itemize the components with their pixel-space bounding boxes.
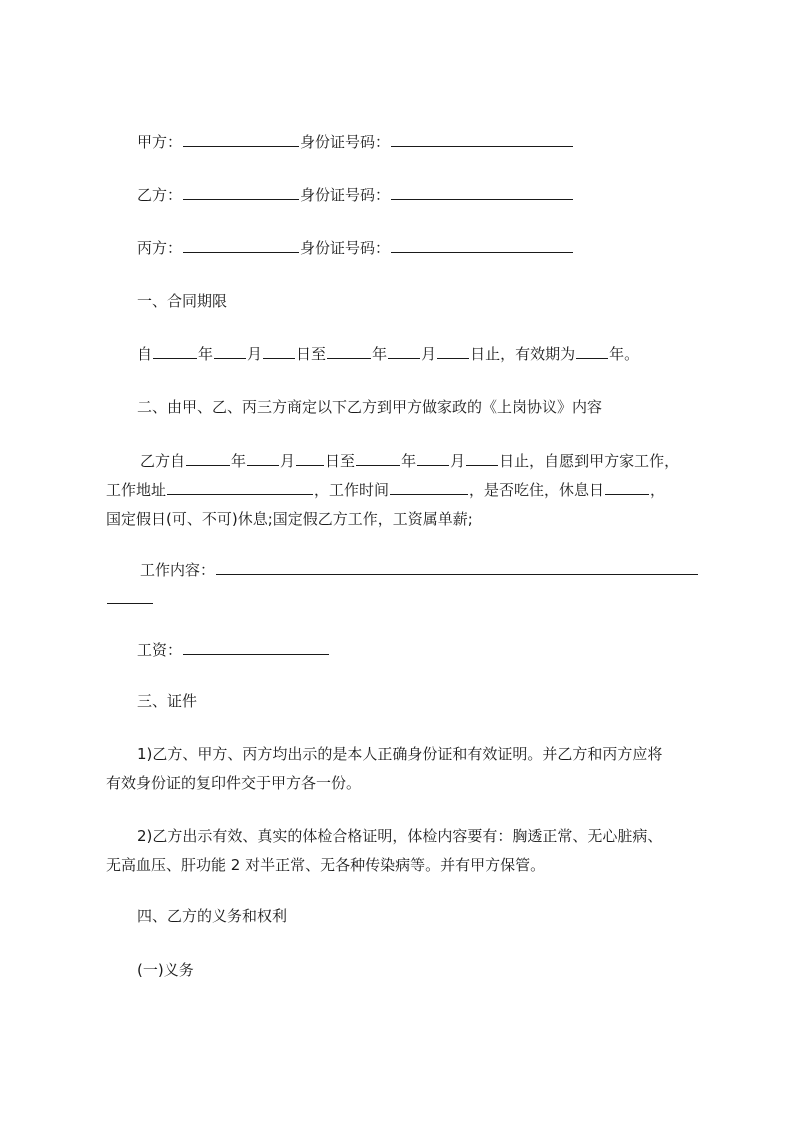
party-yi-id-blank[interactable]: [391, 185, 573, 200]
work-content-blank[interactable]: [216, 560, 698, 575]
party-bing-name-blank[interactable]: [183, 238, 299, 253]
party-yi-id-label: 身份证号码：: [300, 186, 391, 204]
party-yi-name-blank[interactable]: [183, 185, 299, 200]
work-month1-blank[interactable]: [247, 451, 279, 466]
work-content-label: 工作内容：: [140, 561, 216, 579]
work-address-label: 工作地址: [106, 481, 167, 499]
party-jia-id-label: 身份证号码：: [300, 133, 391, 151]
party-line-yi: [137, 185, 574, 205]
party-line-bing: [137, 238, 574, 258]
rest-day-comma: ，: [650, 481, 666, 499]
term-duration-blank[interactable]: [576, 344, 608, 359]
term-day1-blank[interactable]: [263, 344, 295, 359]
contract-term-line: [137, 344, 639, 364]
work-year1-text: 年: [231, 452, 247, 470]
term-year1-blank[interactable]: [153, 344, 197, 359]
party-line-jia: [137, 132, 574, 152]
work-from-text: 乙方自: [140, 452, 186, 470]
work-content-line: [140, 560, 699, 580]
term-yearend-text: 年。: [609, 345, 640, 363]
term-dayto-text: 日至: [296, 345, 327, 363]
term-year2-text: 年: [372, 345, 388, 363]
salary-line: [137, 640, 330, 660]
cert-item2-line1: 2)乙方出示有效、真实的体检合格证明，体检内容要有：胸透正常、无心脏病、: [137, 827, 663, 845]
work-month2-blank[interactable]: [417, 451, 449, 466]
cert-item1-line1: 1)乙方、甲方、丙方均出示的是本人正确身份证和有效证明。并乙方和丙方应将: [137, 745, 663, 763]
term-month2-text: 月: [421, 345, 437, 363]
party-jia-id-blank[interactable]: [391, 132, 573, 147]
party-jia-label: 甲方：: [137, 133, 183, 151]
salary-blank[interactable]: [183, 640, 329, 655]
work-month2-text: 月: [450, 452, 466, 470]
term-year2-blank[interactable]: [327, 344, 371, 359]
work-hours-label: ，工作时间: [314, 481, 390, 499]
section2-heading: 二、由甲、乙、丙三方商定以下乙方到甲方做家政的《上岗协议》内容: [137, 398, 603, 416]
cert-item1-line2: 有效身份证的复印件交于甲方各一份。: [106, 774, 362, 792]
work-year2-text: 年: [401, 452, 417, 470]
cert-item2-line2: 无高血压、肝功能 2 对半正常、无各种传染病等。并有甲方保管。: [106, 856, 546, 874]
term-day2-blank[interactable]: [437, 344, 469, 359]
work-content-continuation: [106, 589, 154, 609]
work-dayend-text: 日止，自愿到甲方家工作，: [499, 452, 680, 470]
section4-sub1-heading: (一)义务: [137, 961, 194, 979]
work-dayto-text: 日至: [325, 452, 356, 470]
party-yi-label: 乙方：: [137, 186, 183, 204]
term-year1-text: 年: [198, 345, 214, 363]
party-jia-name-blank[interactable]: [183, 132, 299, 147]
rest-day-blank[interactable]: [605, 480, 649, 495]
party-bing-id-blank[interactable]: [391, 238, 573, 253]
holiday-line: 国定假日(可、不可)休息;国定假乙方工作，工资属单薪;: [106, 510, 473, 528]
term-month1-text: 月: [247, 345, 263, 363]
work-year2-blank[interactable]: [356, 451, 400, 466]
section4-heading: 四、乙方的义务和权利: [137, 907, 288, 925]
rest-day-label: ，是否吃住，休息日: [469, 481, 605, 499]
term-from-text: 自: [137, 345, 153, 363]
work-month1-text: 月: [280, 452, 296, 470]
term-dayend-text: 日止，有效期为: [470, 345, 576, 363]
work-day2-blank[interactable]: [466, 451, 498, 466]
work-details-line: [106, 480, 665, 500]
term-month1-blank[interactable]: [214, 344, 246, 359]
party-bing-label: 丙方：: [137, 239, 183, 257]
salary-label: 工资：: [137, 641, 183, 659]
term-month2-blank[interactable]: [388, 344, 420, 359]
section1-heading: 一、合同期限: [137, 292, 228, 310]
work-hours-blank[interactable]: [390, 480, 468, 495]
work-day1-blank[interactable]: [296, 451, 324, 466]
section3-heading: 三、证件: [137, 692, 198, 710]
party-bing-id-label: 身份证号码：: [300, 239, 391, 257]
work-content-blank-cont[interactable]: [107, 589, 153, 604]
work-address-blank[interactable]: [167, 480, 313, 495]
work-year1-blank[interactable]: [186, 451, 230, 466]
work-period-line: [140, 451, 679, 471]
